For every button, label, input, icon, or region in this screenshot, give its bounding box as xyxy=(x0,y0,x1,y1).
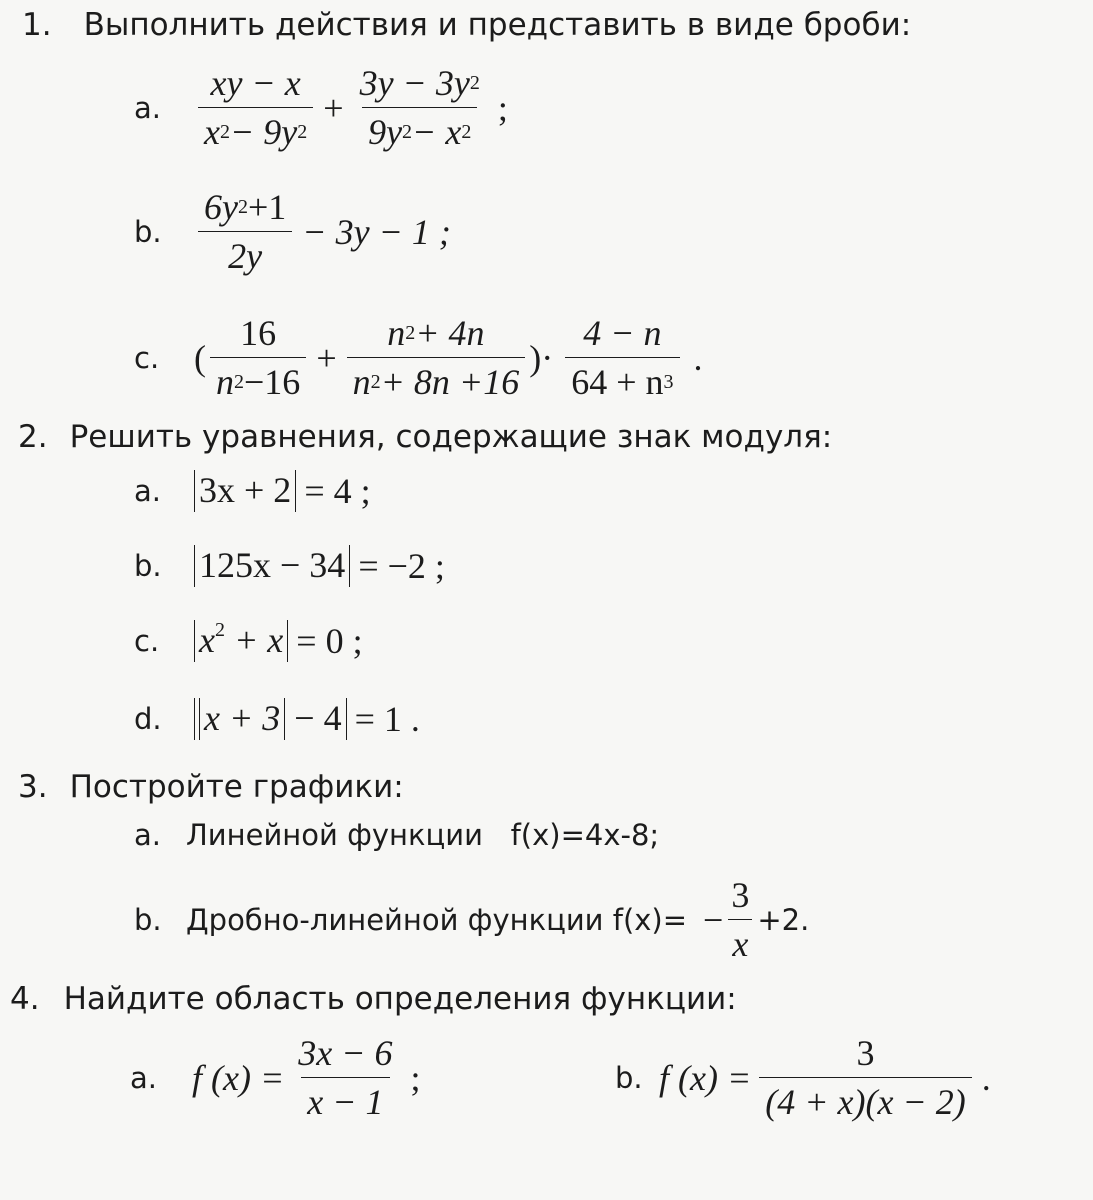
task-3a xyxy=(134,818,659,852)
expression-1c: ( 16 n 2 −16 + n 2 + 4n n 2 + 8n +16 )· 4 − n 64 + n 3 . xyxy=(194,313,703,402)
absolute-value: $x^2 + x$ xyxy=(194,620,288,661)
task-label: b. xyxy=(134,549,162,583)
expression-1a: xy − x x 2 − 9y 2 + 3y − 3y 2 9y 2 − x 2 ; xyxy=(194,62,508,153)
question-number: 2. xyxy=(18,419,48,455)
task-4b xyxy=(615,1032,991,1123)
task-text: Дробно-линейной функции f(x)= xyxy=(186,902,688,937)
task-label: a. xyxy=(134,818,161,852)
fraction: 3y − 3y 2 9y 2 − x 2 xyxy=(359,63,480,152)
task-label: b. xyxy=(615,1060,643,1095)
fraction: $\frac{3}{x}$ xyxy=(727,874,753,965)
equation-2a: 3x + 2 = 4 ; xyxy=(194,470,371,512)
absolute-value: 125x − 34 xyxy=(194,545,350,586)
task-label: a. xyxy=(134,474,161,508)
question-4-heading xyxy=(10,981,737,1017)
question-2-heading xyxy=(18,419,833,455)
expression-3b: − $\frac{3}{x}$ +2. xyxy=(703,875,810,964)
question-title: Постройте графики: xyxy=(69,769,404,805)
equation-2d: x + 3 − 4 = 1 . xyxy=(194,698,420,740)
question-1-heading xyxy=(22,7,912,43)
fraction: $\frac{3}{(4 + x)(x - 2)}$ xyxy=(759,1032,972,1123)
task-4a xyxy=(130,1032,421,1123)
absolute-value-outer: x + 3 − 4 xyxy=(194,698,347,739)
question-number: 3. xyxy=(18,769,48,805)
task-label: a. xyxy=(134,90,161,125)
expression-1b: 6y 2 +1 2y − 3y − 1 ; xyxy=(194,186,451,277)
equation-2b: 125x − 34 = −2 ; xyxy=(194,545,445,587)
fraction: n 2 + 4n n 2 + 8n +16 xyxy=(347,312,526,403)
equation-2c: $x^2 + x$ = 0 ; xyxy=(194,620,363,662)
absolute-value-inner: x + 3 xyxy=(199,698,285,739)
fraction: xy − x x 2 − 9y 2 xyxy=(198,62,313,153)
question-title: Решить уравнения, содержащие знак модуля: xyxy=(69,419,833,455)
task-2d xyxy=(134,698,420,740)
fraction: 6y 2 +1 2y xyxy=(198,186,292,277)
task-1a xyxy=(134,62,508,153)
task-text: Линейной функции f(x)=4x-8; xyxy=(186,818,660,852)
expression-4a: f (x) = $\frac{3x - 6}{x - 1}$ ; xyxy=(192,1033,421,1122)
fraction: 16 n 2 −16 xyxy=(210,312,306,403)
task-label: c. xyxy=(134,340,160,375)
question-number: 1. xyxy=(22,7,52,43)
task-2c xyxy=(134,620,363,662)
question-number: 4. xyxy=(10,981,40,1017)
task-label: c. xyxy=(134,624,160,658)
task-2a xyxy=(134,470,371,512)
task-1c xyxy=(134,312,703,403)
expression-4b: f (x) = $\frac{3}{(4 + x)(x - 2)}$ . xyxy=(659,1033,991,1122)
task-label: b. xyxy=(134,214,162,249)
task-label: d. xyxy=(134,702,162,736)
question-title: Найдите область определения функции: xyxy=(63,981,737,1017)
task-2b xyxy=(134,545,445,587)
question-3-heading xyxy=(18,769,404,805)
task-1b xyxy=(134,186,451,277)
task-label: b. xyxy=(134,902,162,937)
numerator: xy − x xyxy=(210,63,301,103)
absolute-value: 3x + 2 xyxy=(194,470,296,511)
task-label: a. xyxy=(130,1060,157,1095)
question-title: Выполнить действия и представить в виде броби: xyxy=(83,7,912,43)
fraction: 4 − n 64 + n 3 xyxy=(565,312,679,403)
task-3b xyxy=(134,874,809,965)
fraction: $\frac{3x - 6}{x - 1}$ xyxy=(298,1033,393,1122)
